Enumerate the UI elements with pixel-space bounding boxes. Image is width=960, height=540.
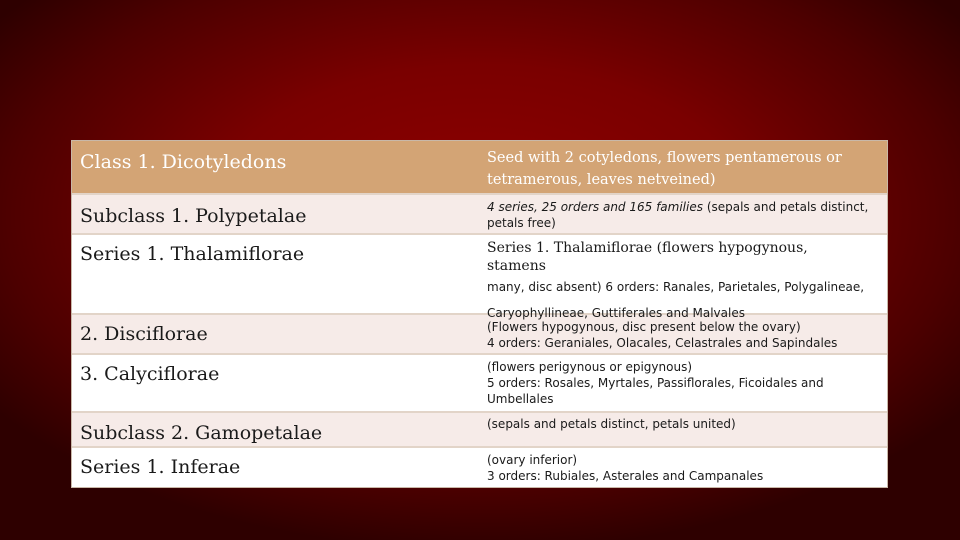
description-line: 3 orders: Rubiales, Asterales and Campanales: [487, 469, 764, 483]
description-line: (Flowers hypogynous, disc present below the ovary): [487, 320, 801, 334]
row-label-text: 3. Calyciflorae: [80, 363, 220, 385]
table-row: [72, 411, 887, 446]
row-description: [479, 355, 887, 411]
description-italic: 4 series, 25 orders and 165 families: [487, 200, 703, 214]
table-row: [72, 141, 887, 193]
table-row: [72, 313, 887, 353]
row-description: [479, 448, 887, 487]
row-label: [72, 413, 479, 446]
description-line: (flowers perigynous or epigynous): [487, 360, 693, 374]
row-description: [479, 141, 887, 193]
row-label-text: Subclass 1. Polypetalae: [80, 205, 307, 227]
description-line: [487, 199, 869, 215]
row-description: [479, 413, 887, 446]
description-line: Seed with 2 cotyledons, flowers pentamerous or: [487, 150, 842, 166]
description-line: Umbellales: [487, 392, 554, 406]
row-label: [72, 448, 479, 487]
row-label-text: Series 1. Thalamiflorae: [80, 243, 305, 265]
description-line: 4 orders: Geraniales, Olacales, Celastrales and Sapindales: [487, 336, 838, 350]
row-description: [479, 315, 887, 353]
row-description: [479, 195, 887, 233]
description-line: (sepals and petals distinct, petals united): [487, 417, 736, 431]
table-row: [72, 446, 887, 487]
table-row: [72, 193, 887, 233]
row-label-text: 2. Disciflorae: [80, 323, 208, 345]
classification-table: [71, 140, 888, 488]
description-line: petals free): [487, 216, 556, 230]
row-label: [72, 235, 479, 313]
description-line: 5 orders: Rosales, Myrtales, Passiflorales, Ficoidales and: [487, 376, 824, 390]
row-description: [479, 235, 887, 320]
row-label: [72, 195, 479, 233]
description-line: many, disc absent) 6 orders: Ranales, Parietales, Polygalineae,: [487, 280, 865, 294]
table-row: [72, 353, 887, 411]
row-label: [72, 315, 479, 353]
row-label-text: Series 1. Inferae: [80, 456, 241, 478]
description-line: Series 1. Thalamiflorae (flowers hypogynous, stamens: [487, 240, 808, 274]
description-line: Caryophyllineae, Guttiferales and Malvales: [487, 306, 745, 320]
description-line: tetramerous, leaves netveined): [487, 172, 716, 188]
row-label: [72, 141, 479, 193]
description-rest: (sepals and petals distinct,: [703, 200, 869, 214]
table-row: [72, 233, 887, 320]
row-label-text: Class 1. Dicotyledons: [80, 151, 287, 173]
row-label-text: Subclass 2. Gamopetalae: [80, 422, 323, 444]
row-label: [72, 355, 479, 411]
description-line: (ovary inferior): [487, 453, 578, 467]
